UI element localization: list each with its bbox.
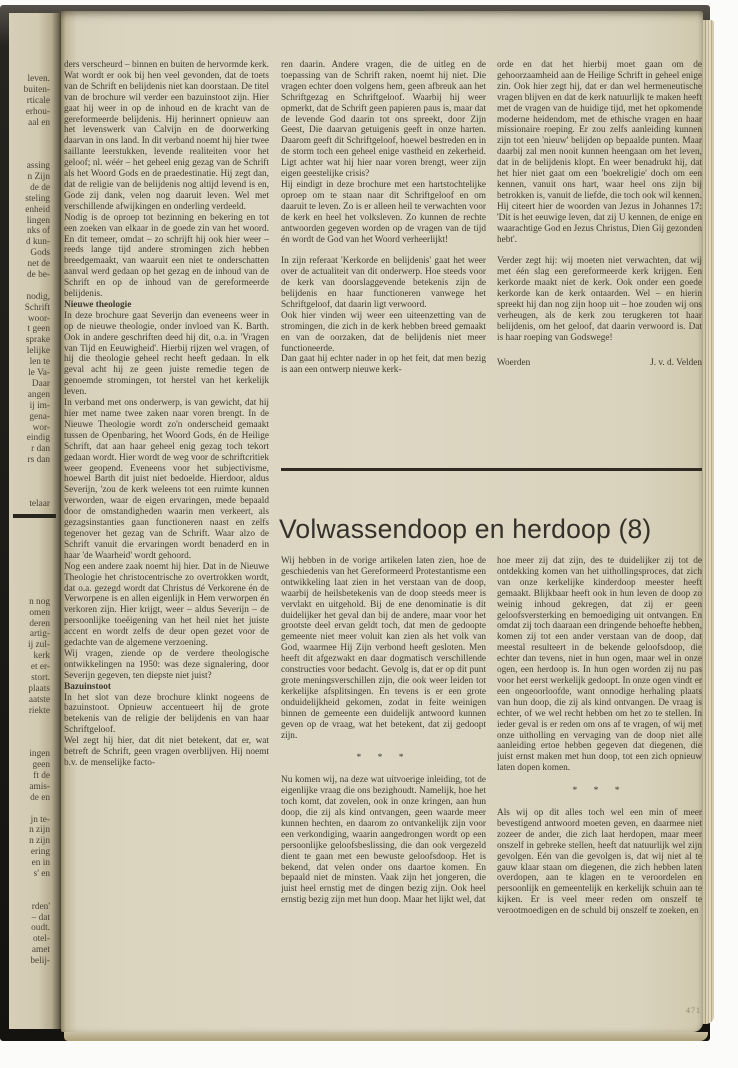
left-page-fragment-line: woor-: [27, 313, 50, 324]
left-page-fragment-line: telaar: [29, 498, 50, 509]
left-page-fragment-line: ij zul-: [28, 640, 50, 651]
left-page-fragment-line: net de: [27, 259, 50, 270]
paragraph: Nog een andere zaak noemt hij hier. Dat in de Nieuwe Theologie het christocentrische zo overtrokken wordt, dat o.a. gezegd wordt dat Christus dé Verkorene én de Verworpene is en allen eigenlijk in Hem verworpen én verkoren zijn. Hier krijgt, weer – aldus Severijn – de persoonlijke toeëigening van het heil niet het juiste accent en wordt zelfs de deur open gezet voor de gedachte van de algemene verzoening.: [64, 561, 269, 649]
left-page-fragment-line: ij im-: [29, 400, 50, 411]
left-page-fragment-line: eindig: [26, 433, 50, 444]
left-page-fragment-line: – dat: [31, 912, 50, 923]
paragraph: Wij hebben in de vorige artikelen laten zien, hoe de geschiedenis van het Gereformeerd Protestantisme een ontwikkeling laat zien in het verstaan van de doop, waarbij de heilsbetekenis van de doop steeds meer is vervlakt en uitgehold. Bij de ene denominatie is dit duidelijker het geval dan bij de andere, maar voor het grootste deel ervan geldt toch, dat men de gedoopte gemeente niet meer voluit kan zien als het volk van God, waarmee Hij Zijn verbond heeft gesloten. Men heeft dit afgezwakt en daar dogmatisch verschillende constructies voor bedacht. Gevolg is, dat er op dit punt grote meningsverschillen zijn, die ook weer leiden tot kerkelijke afsplitsingen. En tevens is er een grote onduidelijkheid gekomen, zodat in feite weinigen binnen de gemeente een duidelijk antwoord kunnen geven op de vraag, wat het betekent, dat zij gedoopt zijn.: [281, 556, 486, 741]
paragraph: In deze brochure gaat Severijn dan eveneens weer in op de nieuwe theologie, onder invloed van K. Barth. Ook in andere geschriften deed hij dit, o.a. in 'Vragen van Tijd en Eeuwigheid'. Hierbij rijzen wel vragen, of hij die theologie geheel recht heeft gedaan. In elk geval acht hij ze geen juiste remedie tegen de genoemde stromingen, tot herstel van het kerkelijk leven.: [64, 310, 269, 398]
left-page-fragment-line: angen: [27, 389, 50, 400]
paragraph: Verder zegt hij: wij moeten niet verwachten, dat wij met één slag een gereformeerde kerk krijgen. Een kerkorde maakt niet de kerk. Ook onder een goede kerkorde kan de kerk ontaarden. Wel – en hierin spreekt hij dan nog zijn hoop uit – hoe zouden wij ons verheugen, als de kerk zou terugkeren tot haar belijdenis, om het geloof, dat daarin verwoord is. Dat is haar roeping van Godswege!: [497, 256, 702, 343]
left-page-fragment-line: enheid: [25, 204, 50, 215]
left-page-fragment-line: len te: [29, 357, 50, 368]
left-page-fragment-line: [9, 521, 50, 532]
left-page-fragment-line: n nog: [29, 596, 50, 607]
left-page-fragment-line: riekte: [28, 705, 50, 716]
section-heading-nieuwe-theologie: Nieuwe theologie: [64, 299, 132, 310]
left-page-fragment-line: n zijn: [29, 825, 50, 836]
left-page-fragment-line: [9, 564, 50, 575]
paragraph: hoe meer zij dat zijn, des te duidelijker zij tot de ontdekking komen van het uithollingsproces, dat zich van onze kerkelijke kinderdoop meester heeft gemaakt. Blijkbaar heeft ook in hun leven de doop zo weinig inhoud gekregen, dat zij er geen geloofsversterking en bemoediging uit ontvangen. En omdat zij toch daaraan een dringende behoefte hebben, komen zij tot een ander verstaan van de doop, dat meestal resulteert in de bekende geloofsdoop, die echter dan tevens, niet in hun ogen, maar wel in onze ogen, een herdoop is. In hun ogen worden zij nu pas voor het eerst werkelijk gedoopt. In onze ogen vindt er een ongeoorloofde, want onnodige herhaling plaats van hun doop, die zij als kind ontvangen. De vraag is echter, of we wel recht hebben om het zo te stellen. In ieder geval is er reden om ons af te vragen, of wij met onze uitholling en vervaging van de doop niet alle aanleiding ertoe hebben gegeven dat diegenen, die juist ernst maken met hun doop, tot een zich opnieuw laten dopen komen.: [497, 556, 702, 774]
left-page-fragment-line: oudt.: [31, 923, 50, 934]
left-page-fragment-line: [9, 128, 50, 139]
left-page-sliver: [9, 13, 61, 1029]
left-page-fragment-line: et er-: [30, 662, 50, 673]
left-page-fragment-line: gena-: [29, 411, 50, 422]
left-page-fragment-line: rden': [31, 901, 50, 912]
left-page-fragment-line: [9, 139, 50, 150]
left-page-fragment-line: belij-: [30, 956, 50, 967]
signature-author: J. v. d. Velden: [650, 357, 702, 368]
left-page-fragment-line: stort.: [31, 672, 50, 683]
paragraph: Dan gaat hij echter nader in op het feit, dat men bezig is aan een ontwerp nieuwe kerk-: [281, 354, 486, 376]
paragraph: In het slot van deze brochure klinkt nogeens de bazuinstoot. Opnieuw accentueert hij de grote betekenis van de religie der belijdenis en van haar Schriftgeloof.: [64, 692, 269, 736]
left-page-fragment-line: de be-: [27, 270, 50, 281]
left-page-fragment-line: [9, 575, 50, 586]
left-page-fragment-line: n zijn: [29, 836, 50, 847]
left-page-fragment-line: s' en: [33, 869, 50, 880]
left-page-fragment-line: en in: [31, 858, 50, 869]
left-page-fragment-line: [9, 531, 50, 542]
stars-separator: * * *: [572, 786, 627, 797]
article1-column2: [281, 60, 486, 464]
paragraph: Wel zegt hij hier, dat dit niet betekent, dat er, wat betreft de Schrift, geen vragen overblijven. Hij noemt b.v. de menselijke facto-: [64, 736, 269, 768]
left-page-fragment-line: otel-: [32, 934, 50, 945]
section-heading-bazuinstoot: Bazuinstoot: [64, 681, 112, 692]
paragraph: Nodig is de oproep tot bezinning en bekering en tot een zoeken van elkaar in de goede zin van het woord. En dit temeer, omdat – zo schrijft hij ook hier weer – reeds lange tijd andere stromingen zich hebben breedgemaakt, van waaruit een niet te onderschatten aanval werd gedaan op het gezag en de inhoud van de Schrift en op de inhoud van de gereformeerde belijdenis.: [64, 212, 269, 300]
left-page-fragment-line: d kun-: [25, 237, 50, 248]
left-page-fragment-line: [9, 880, 50, 891]
left-page-fragment-line: [9, 586, 50, 597]
left-page-fragment-line: [9, 150, 50, 161]
left-page-fragment-line: deren: [29, 618, 50, 629]
left-page-fragment-line: geen: [32, 760, 50, 771]
paragraph: ren daarin. Andere vragen, die de uitleg en de toepassing van de Schrift raken, noemt hij niet. Die vragen echter doen volgens hem, geen afbreuk aan het Schriftgezag en Schriftgeloof. Waarbij hij weer opmerkt, dat de Schrift geen papieren paus is, maar dat de levende God daarin tot ons spreekt, door Zijn Geest, Die daarvan getuigenis geeft in onze harten. Daarom geeft dit Schriftgeloof, hoewel bestreden en in de storm toch een geheel enige vastheid en zekerheid. Ligt achter wat hij hier naar voren brengt, weer zijn eigen geestelijke crisis?: [281, 60, 486, 180]
paragraph: In zijn referaat 'Kerkorde en belijdenis' gaat het weer over de actualiteit van dit onderwerp. Hoe steeds voor de kerk van doorslaggevende betekenis zijn de belijdenis en haar functioneren vanwege het Schriftgeloof, dat daarin ligt verwoord.: [281, 256, 486, 310]
left-page-fragment-line: aatste: [28, 694, 50, 705]
left-page-fragment-line: rticale: [26, 95, 50, 106]
left-page-fragment-line: amet: [31, 945, 50, 956]
left-page-fragment-line: nks of: [27, 226, 50, 237]
left-page-fragment-line: [9, 553, 50, 564]
paragraph: orde en dat het hierbij moet gaan om de gehoorzaamheid aan de Heilige Schrift in geheel enige zin. Ook hier zegt hij, dat er dan wel hermeneutische vragen blijven en dat de kerk natuurlijk te maken heeft met de vragen van de huidige tijd, met het opkomende moderne heidendom, met de ethische vragen en haar missionaire roeping. Er zou zelfs aanleiding kunnen zijn tot een 'nieuw' belijden op bepaalde punten. Maar daarbij zal men nooit kunnen heengaan om het leven, dat in de belijdenis klopt. En weer benadrukt hij, dat het hier niet gaat om een 'boekreligie' doch om een kennen, vanuit ons hart, waar heel ons zijn bij betrokken is, vanuit de liefde, die toch ook wil kennen. Hij citeert hier de woorden van Jezus in Johannes 17: 'Dit is het eeuwige leven, dat zij U kennen, de enige en waarachtige God en Jezus Christus, Dien Gij gezonden hebt'.: [497, 60, 702, 245]
left-page-fragment-line: [9, 727, 50, 738]
left-page-fragment-line: amis-: [29, 781, 50, 792]
paragraph: Ook hier vinden wij weer een uiteenzetting van de stromingen, die zich in de kerk hebben breed gemaakt en van de oorzaken, dat de belijdenis niet meer functioneerde.: [281, 310, 486, 354]
left-page-section-rule: [13, 514, 56, 518]
left-page-fragment-line: artig-: [29, 629, 50, 640]
left-page-fragment-line: [9, 738, 50, 749]
left-page-fragment-line: de en: [30, 792, 50, 803]
left-page-fragment-line: [9, 477, 50, 488]
left-page-fragment-line: erhou-: [25, 106, 50, 117]
left-page-fragment-line: le Va-: [28, 368, 50, 379]
stars-separator: * * *: [356, 753, 411, 764]
left-page-fragment-line: Gods: [30, 248, 50, 259]
left-page-fragment-line: lingen: [26, 215, 50, 226]
left-page-fragment-line: jn te-: [30, 814, 50, 825]
paragraph: Nu komen wij, na deze wat uitvoerige inleiding, tot de eigenlijke vraag die ons bezighoudt. Namelijk, hoe het toch komt, dat zovelen, ook in onze kringen, aan hun doop, die zij als kind ontvangen, geen waarde meer kunnen hechten, en daarom zo ontvankelijk zijn voor een verkondiging, waarin aangedrongen wordt op een persoonlijke geloofsbeslissing, die dan ook vergezeld dient te gaan met een bewuste geloofsdoop. Het is bekend, dat velen onder ons daartoe komen. En bepaald niet de minsten. Vaak zijn het jongeren, die juist heel ernstig met de dingen bezig zijn. Ook heel ernstig bezig zijn met hun doop. Maar het lijkt wel, dat: [281, 775, 486, 906]
paragraph: Als wij op dit alles toch wel een min of meer bevestigend antwoord moeten geven, en daarmee niet zozeer de ander, die zich laat herdopen, maar meer onszelf in gebreke stellen, heeft dat natuurlijk wel zijn gevolgen. Eén van die gevolgen is, dat wij niet al te gauw klaar staan om diegenen, die zich hebben laten overdopen, aan te klagen en te veroordelen en persoonlijk en gemeentelijk en kerkelijk schuin aan te kijken. Er is veel meer reden om onszelf te verootmoedigen en de schuld bij onszelf te zoeken, en: [497, 808, 702, 917]
paragraph: Hij eindigt in deze brochure met een hartstochtelijke oproep om te staan naar dit Schriftgeloof en om daaruit te leven. Zo is er alleen heil te verwachten voor de kerk en heel het volksleven. Zo kunnen de rechte antwoorden gegeven worden op de vragen van de tijd én wordt de God van het Woord verheerlijkt!: [281, 179, 486, 245]
left-page-fragment-line: lelijke: [26, 346, 50, 357]
left-page-fragment-line: [9, 804, 50, 815]
left-page-fragment-line: wor-: [32, 422, 50, 433]
article-divider-rule: [281, 468, 702, 471]
left-page-fragment-line: ering: [30, 847, 50, 858]
article2-column1: [281, 556, 486, 1004]
left-page-fragment-line: [9, 891, 50, 902]
signature-place: Woerden: [497, 357, 531, 368]
left-page-fragment-line: buiten-: [23, 84, 50, 95]
left-page-fragment-line: t geen: [27, 324, 50, 335]
article1-column1: [64, 60, 269, 1007]
left-page-fragment-line: [9, 466, 50, 477]
article1-column3: [497, 60, 702, 464]
paragraph: ders verscheurd – binnen en buiten de hervormde kerk. Wat wordt er ook bij hen veel gevonden, dat de toets van de Schrift en belijdenis niet kan doorstaan. De titel van de brochure wil verder een bazuinstoot zijn. Hier gaat hij weer in op de inhoud en de kracht van de gereformeerde belijdenis. Hij herinnert opnieuw aan het levenswerk van Calvijn en de doorwerking daarvan in ons land. In dit verband noemt hij hier twee saillante leerstukken, levende realiteiten voor het geloof; nl. wéér – het geheel enig gezag van de Schrift als het Woord Gods en de praedestinatie. Hij zegt dan, dat de religie van de belijdenis nog altijd levend is en, Gode zij dank, velen nog daaruit leven. Wel met verschillende afwijkingen en onderling verdeeld.: [64, 60, 269, 212]
left-page-fragment-line: n Zijn: [27, 172, 50, 183]
left-page-fragment-line: ingen: [29, 749, 50, 760]
paragraph: Wij vragen, ziende op de verdere theologische ontwikkelingen na 1950: was deze signalering, door Severijn gegeven, ten diepste niet juist?: [64, 648, 269, 681]
left-page-fragment-line: steling: [25, 193, 50, 204]
article2-title: Volwassendoop en herdoop (8): [279, 514, 652, 544]
page-number: 471: [686, 1006, 701, 1015]
article1-signature: [497, 358, 702, 369]
left-page-fragment-line: [9, 542, 50, 553]
left-page-fragment-line: ft de: [33, 771, 50, 781]
left-page-fragment-line: Schrift: [24, 302, 50, 313]
left-page-fragment-line: omen: [29, 607, 50, 618]
left-page-fragments: [9, 74, 50, 967]
paragraph: In verband met ons onderwerp, is van gewicht, dat hij hier met name twee zaken naar voren brengt. In de Nieuwe Theologie wordt zo'n onderscheid gemaakt tussen de Openbaring, het Woord Gods, én de Heilige Schrift, dat aan haar geheel enig gezag toch tekort gedaan wordt. Hier wordt de weg voor de schriftcritiek weer geopend. Eveneens voor het subjectivisme, hoewel Barth dit juist niet bedoelde. Hierdoor, aldus Severijn, 'zou de kerk weleens tot een ruimte kunnen verworden, waar de eigen ervaringen, mede bepaald door de omstandigheden waarin men verkeert, als gezagsinstanties gaan functioneren naast en zelfs tegenover het gezag van de Schrift. Waar alzo de Schrift vanuit die ervaringen wordt benaderd en in haar 'de Waarheid' wordt gehoord.: [64, 398, 269, 561]
left-page-fragment-line: sprake: [25, 335, 50, 346]
left-page-fragment-line: leven.: [27, 74, 50, 84]
left-page-fragment-line: [9, 281, 50, 292]
left-page-fragment-line: nodig,: [26, 291, 50, 302]
article2-column2: [497, 556, 702, 1004]
left-page-fragment-line: assing: [26, 161, 50, 172]
page-edges-bottom: [64, 1032, 708, 1041]
left-page-fragment-line: plaats: [28, 683, 50, 694]
left-page-fragment-line: de de: [30, 182, 50, 193]
left-page-fragment-line: r dan: [31, 444, 50, 455]
left-page-fragment-line: kerk: [33, 651, 50, 662]
left-page-fragment-line: [9, 488, 50, 499]
left-page-fragment-line: [9, 717, 50, 728]
left-page-fragment-line: rs dan: [27, 455, 50, 466]
left-page-fragment-line: Daar: [31, 378, 50, 389]
left-page-fragment-line: aal en: [28, 117, 50, 128]
